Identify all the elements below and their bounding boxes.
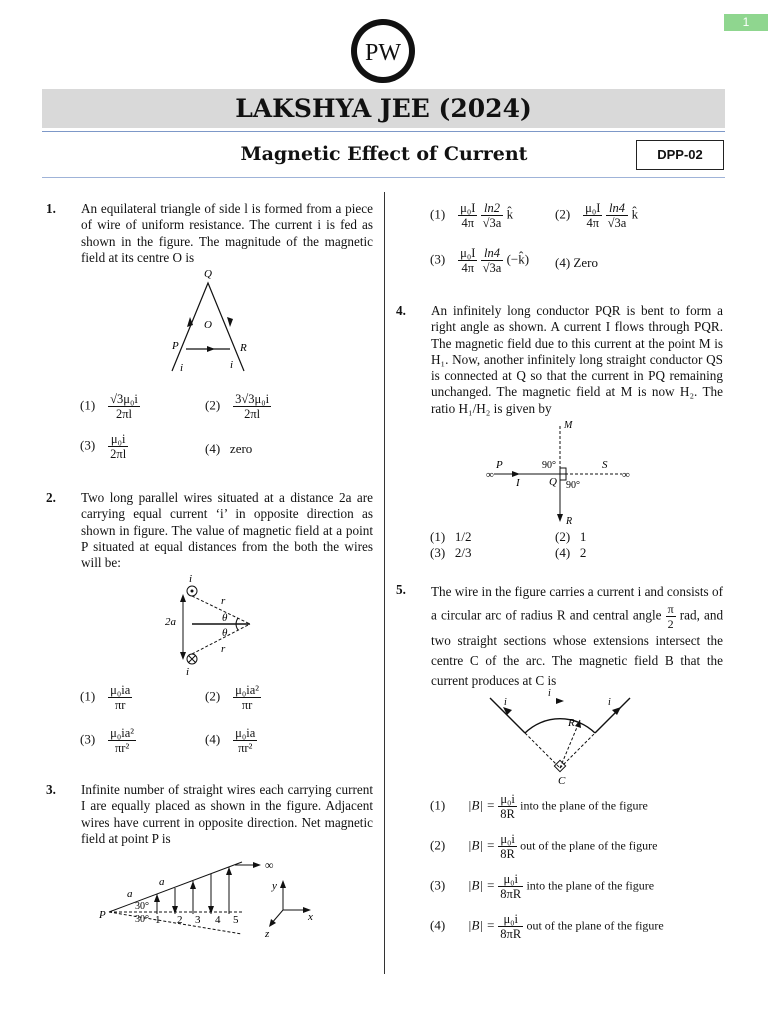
question-2-text: Two long parallel wires situated at a distance 2a are carrying equal current ‘i’ in opposite direction as shown in figure. The value of magnetic field at a point P situated at equal distances from the both the wires will be: — [81, 490, 373, 571]
q2-option-3[interactable]: (3) $\frac{\text{μ₀ia²}}{\text{πr²}}$ — [80, 726, 134, 755]
question-5-text: The wire in the figure carries a current i and consists of a circular arc of radius R and central angle $\frac{\pi}{2}$ rad, and two straight sections whose extensions intersect the centre C of the arc. The magnetic field B that the current produces at C is — [431, 584, 724, 688]
label-i: I — [516, 477, 520, 489]
label-p: P — [496, 459, 503, 471]
label-a1: a — [127, 888, 133, 900]
question-1-text: An equilateral triangle of side l is formed from a piece of wire of uniform resistance. The current i is fed as shown in the figure. The magnitude of the magnetic field at its centre O is — [81, 201, 373, 265]
q5-option-3[interactable]: (3) |B| = $\frac{\text{μ₀i}}{8\pi R}$ into the plane of the figure — [430, 872, 655, 901]
q3-option-4[interactable]: (4) Zero — [555, 255, 598, 270]
right-angle-conductor-figure — [480, 418, 640, 530]
q1-option-2[interactable]: (2) $\frac{\text{3√3μ₀i}}{2\pi l}$ — [205, 392, 270, 421]
label-infinity-left: ∞ — [486, 469, 494, 481]
label-o: O — [204, 319, 212, 331]
label-s: S — [602, 459, 608, 471]
label-wire-2: 2 — [177, 914, 183, 926]
infinite-wires-figure — [95, 852, 325, 940]
dpp-code-box: DPP-02 — [636, 140, 724, 170]
label-i1: i — [180, 362, 184, 374]
question-number: 5. — [396, 582, 406, 597]
question-3-text: Infinite number of straight wires each carrying current I are equally placed as shown in the figure. Adjacent wires have current in opposite direction. Net magnetic field at point P is — [81, 782, 373, 846]
label-z: z — [265, 928, 270, 940]
label-angle1: 30° — [135, 901, 149, 912]
q3-option-1[interactable]: (1) $\frac{\text{μ₀I}}{4\pi}$ $\frac{\ln 2}{√3a}$ k̂ — [430, 201, 514, 230]
q3-option-3[interactable]: (3) $\frac{\text{μ₀I}}{4\pi}$ $\frac{\ln 4}{√3a}$ (−k̂) — [430, 246, 530, 275]
q4-option-2[interactable]: (2) 1 — [555, 529, 587, 544]
parallel-wires-figure — [160, 572, 270, 678]
label-wire-3: 3 — [195, 914, 201, 926]
label-i1: i — [189, 573, 193, 585]
q1-option-1[interactable]: (1) $\frac{\text{√3μ₀i}}{2\pi l}$ — [80, 392, 138, 421]
label-y: y — [272, 880, 277, 892]
pw-logo — [350, 18, 416, 84]
label-a2: a — [159, 876, 165, 888]
subheader-divider — [42, 177, 725, 178]
q5-option-4[interactable]: (4) |B| = $\frac{\text{μ₀i}}{8\pi R}$ out of the plane of the figure — [430, 912, 664, 941]
label-angle2: 30° — [135, 914, 149, 925]
question-number: 1. — [46, 201, 56, 216]
label-wire-5: 5 — [233, 914, 239, 926]
column-divider — [384, 192, 385, 974]
logo-text: PW — [365, 40, 401, 66]
q5-option-1[interactable]: (1) |B| = $\frac{\text{μ₀i}}{8R}$ into the plane of the figure — [430, 792, 648, 821]
page-title: LAKSHYA JEE (2024) — [42, 89, 725, 128]
header-divider — [42, 131, 725, 132]
label-r: R — [240, 342, 247, 354]
q3-option-2[interactable]: (2) $\frac{\text{μ₀I}}{4\pi}$ $\frac{\ln 4}{√3a}$ k̂ — [555, 201, 639, 230]
label-theta1: θ — [222, 612, 228, 624]
question-number: 3. — [46, 782, 56, 797]
label-m: M — [564, 420, 573, 431]
triangle-figure — [160, 265, 260, 375]
label-2a: 2a — [165, 616, 176, 628]
label-r2: r — [221, 643, 226, 655]
question-number: 2. — [46, 490, 56, 505]
label-i1: i — [504, 697, 507, 708]
label-i3: i — [608, 697, 611, 708]
label-p: P — [172, 340, 179, 352]
label-angle2: 90° — [566, 480, 580, 491]
label-theta2: θ — [222, 627, 228, 639]
question-number: 4. — [396, 303, 406, 318]
label-i2: i — [230, 359, 234, 371]
label-r: R — [566, 516, 573, 527]
label-q: Q — [204, 268, 212, 280]
label-q: Q — [549, 476, 557, 488]
q2-option-2[interactable]: (2) $\frac{\text{μ₀ia²}}{\pi r}$ — [205, 683, 259, 712]
q2-option-1[interactable]: (1) $\frac{\text{μ₀ia}}{\pi r}$ — [80, 683, 131, 712]
page-number: 1 — [724, 14, 768, 31]
q4-option-4[interactable]: (4) 2 — [555, 545, 587, 560]
question-4-text: An infinitely long conductor PQR is bent to form a right angle as shown. A current I flows through PQR. The magnetic field due to this current at the point M is H₁. Now, another infinitely long straight conductor QS is connected at Q so that the current in PQ remaining unchanged. The magnetic field at M is now H₂. The ratio H₁/H₂ is given by — [431, 303, 723, 416]
label-c: C — [558, 775, 566, 787]
page-subtitle: Magnetic Effect of Current — [240, 143, 528, 165]
label-x: x — [308, 911, 313, 923]
label-infinity: ∞ — [265, 858, 274, 872]
q5-option-2[interactable]: (2) |B| = $\frac{\text{μ₀i}}{8R}$ out of the plane of the figure — [430, 832, 658, 861]
label-wire-1: 1 — [155, 914, 161, 926]
label-infinity-right: ∞ — [622, 469, 630, 481]
label-r: R — [568, 717, 575, 729]
label-p: P — [99, 909, 106, 921]
label-angle1: 90° — [542, 460, 556, 471]
q2-option-4[interactable]: (4) $\frac{\text{μ₀ia}}{\text{πr²}}$ — [205, 726, 256, 755]
label-i2: i — [548, 688, 551, 699]
q1-option-4[interactable]: (4) zero — [205, 441, 253, 456]
arc-wire-figure — [484, 688, 644, 788]
q1-option-3[interactable]: (3) $\frac{\text{μ₀i}}{2\pi l}$ — [80, 432, 127, 461]
label-r1: r — [221, 595, 226, 607]
q4-option-1[interactable]: (1) 1/2 — [430, 529, 472, 544]
q4-option-3[interactable]: (3) 2/3 — [430, 545, 472, 560]
label-i2: i — [186, 666, 190, 678]
label-wire-4: 4 — [215, 914, 221, 926]
